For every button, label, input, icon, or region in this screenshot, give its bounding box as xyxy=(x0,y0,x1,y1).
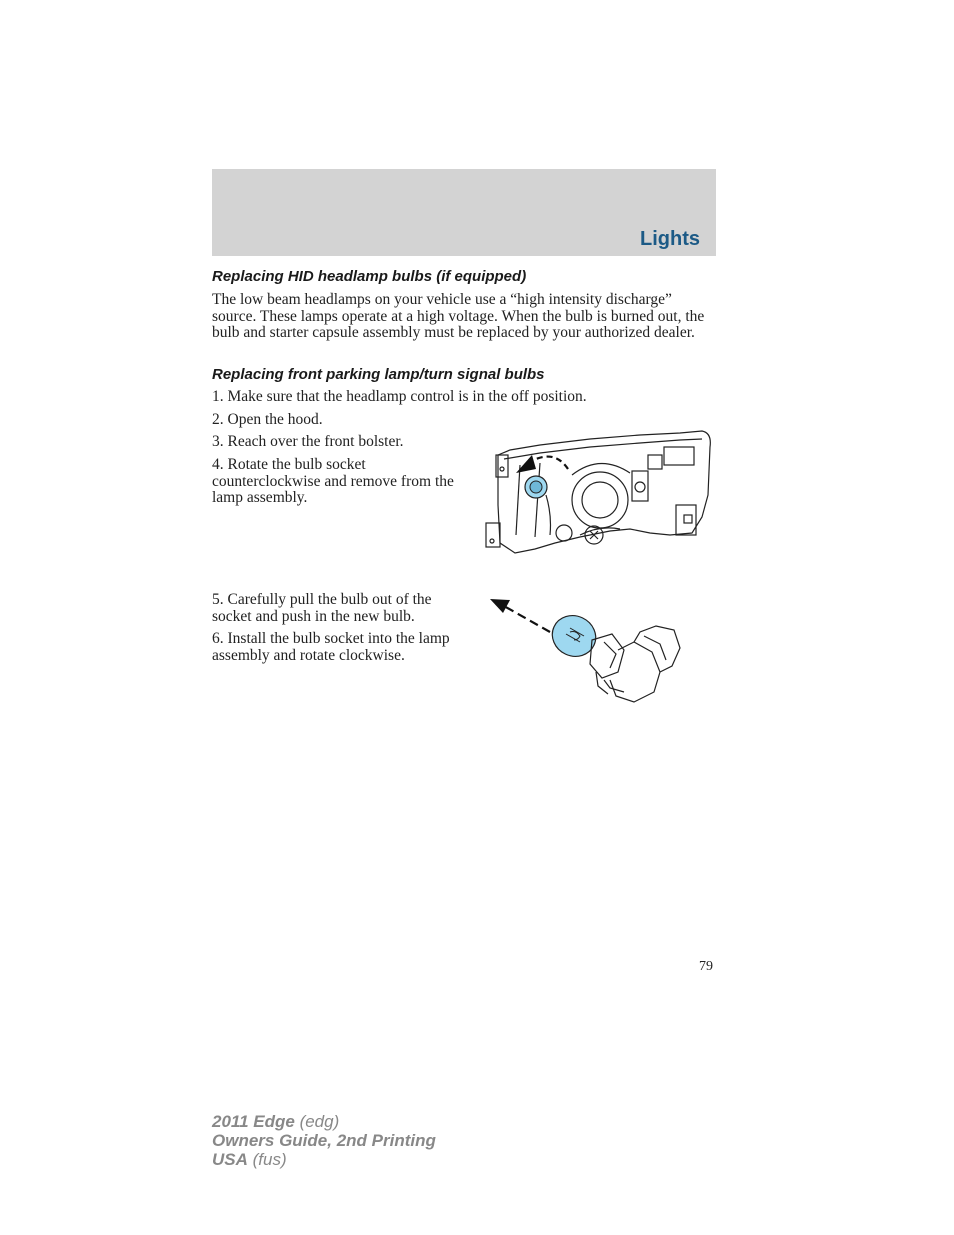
section-title: Lights xyxy=(640,228,700,250)
hid-heading: Replacing HID headlamp bulbs (if equipped) xyxy=(212,268,527,285)
step-1: 1. Make sure that the headlamp control is in the off position. xyxy=(212,388,587,405)
step-6: 6. Install the bulb socket into the lamp assembly and rotate clockwise. xyxy=(212,630,450,664)
page-number: 79 xyxy=(699,959,713,974)
footer xyxy=(212,1112,436,1169)
footer-line-2: Owners Guide, 2nd Printing xyxy=(212,1131,436,1150)
step-2: 2. Open the hood. xyxy=(212,411,323,428)
hid-paragraph: The low beam headlamps on your vehicle use a “high intensity discharge” source. These lamps operate at a high voltage. When the bulb is burned out, the bulb and starter capsule assembly must be replaced by your authorized dealer. xyxy=(212,291,705,342)
section-header-band xyxy=(212,169,716,256)
bulb-socket-illustration xyxy=(484,592,694,710)
step-4: 4. Rotate the bulb socket counterclockwise and remove from the lamp assembly. xyxy=(212,456,454,507)
step-3: 3. Reach over the front bolster. xyxy=(212,433,404,450)
step-5: 5. Carefully pull the bulb out of the socket and push in the new bulb. xyxy=(212,591,432,625)
parking-lamp-heading: Replacing front parking lamp/turn signal bulbs xyxy=(212,366,545,383)
headlamp-assembly-illustration xyxy=(480,425,720,565)
footer-line-3: USA (fus) xyxy=(212,1150,287,1169)
footer-line-1: 2011 Edge (edg) xyxy=(212,1112,340,1131)
